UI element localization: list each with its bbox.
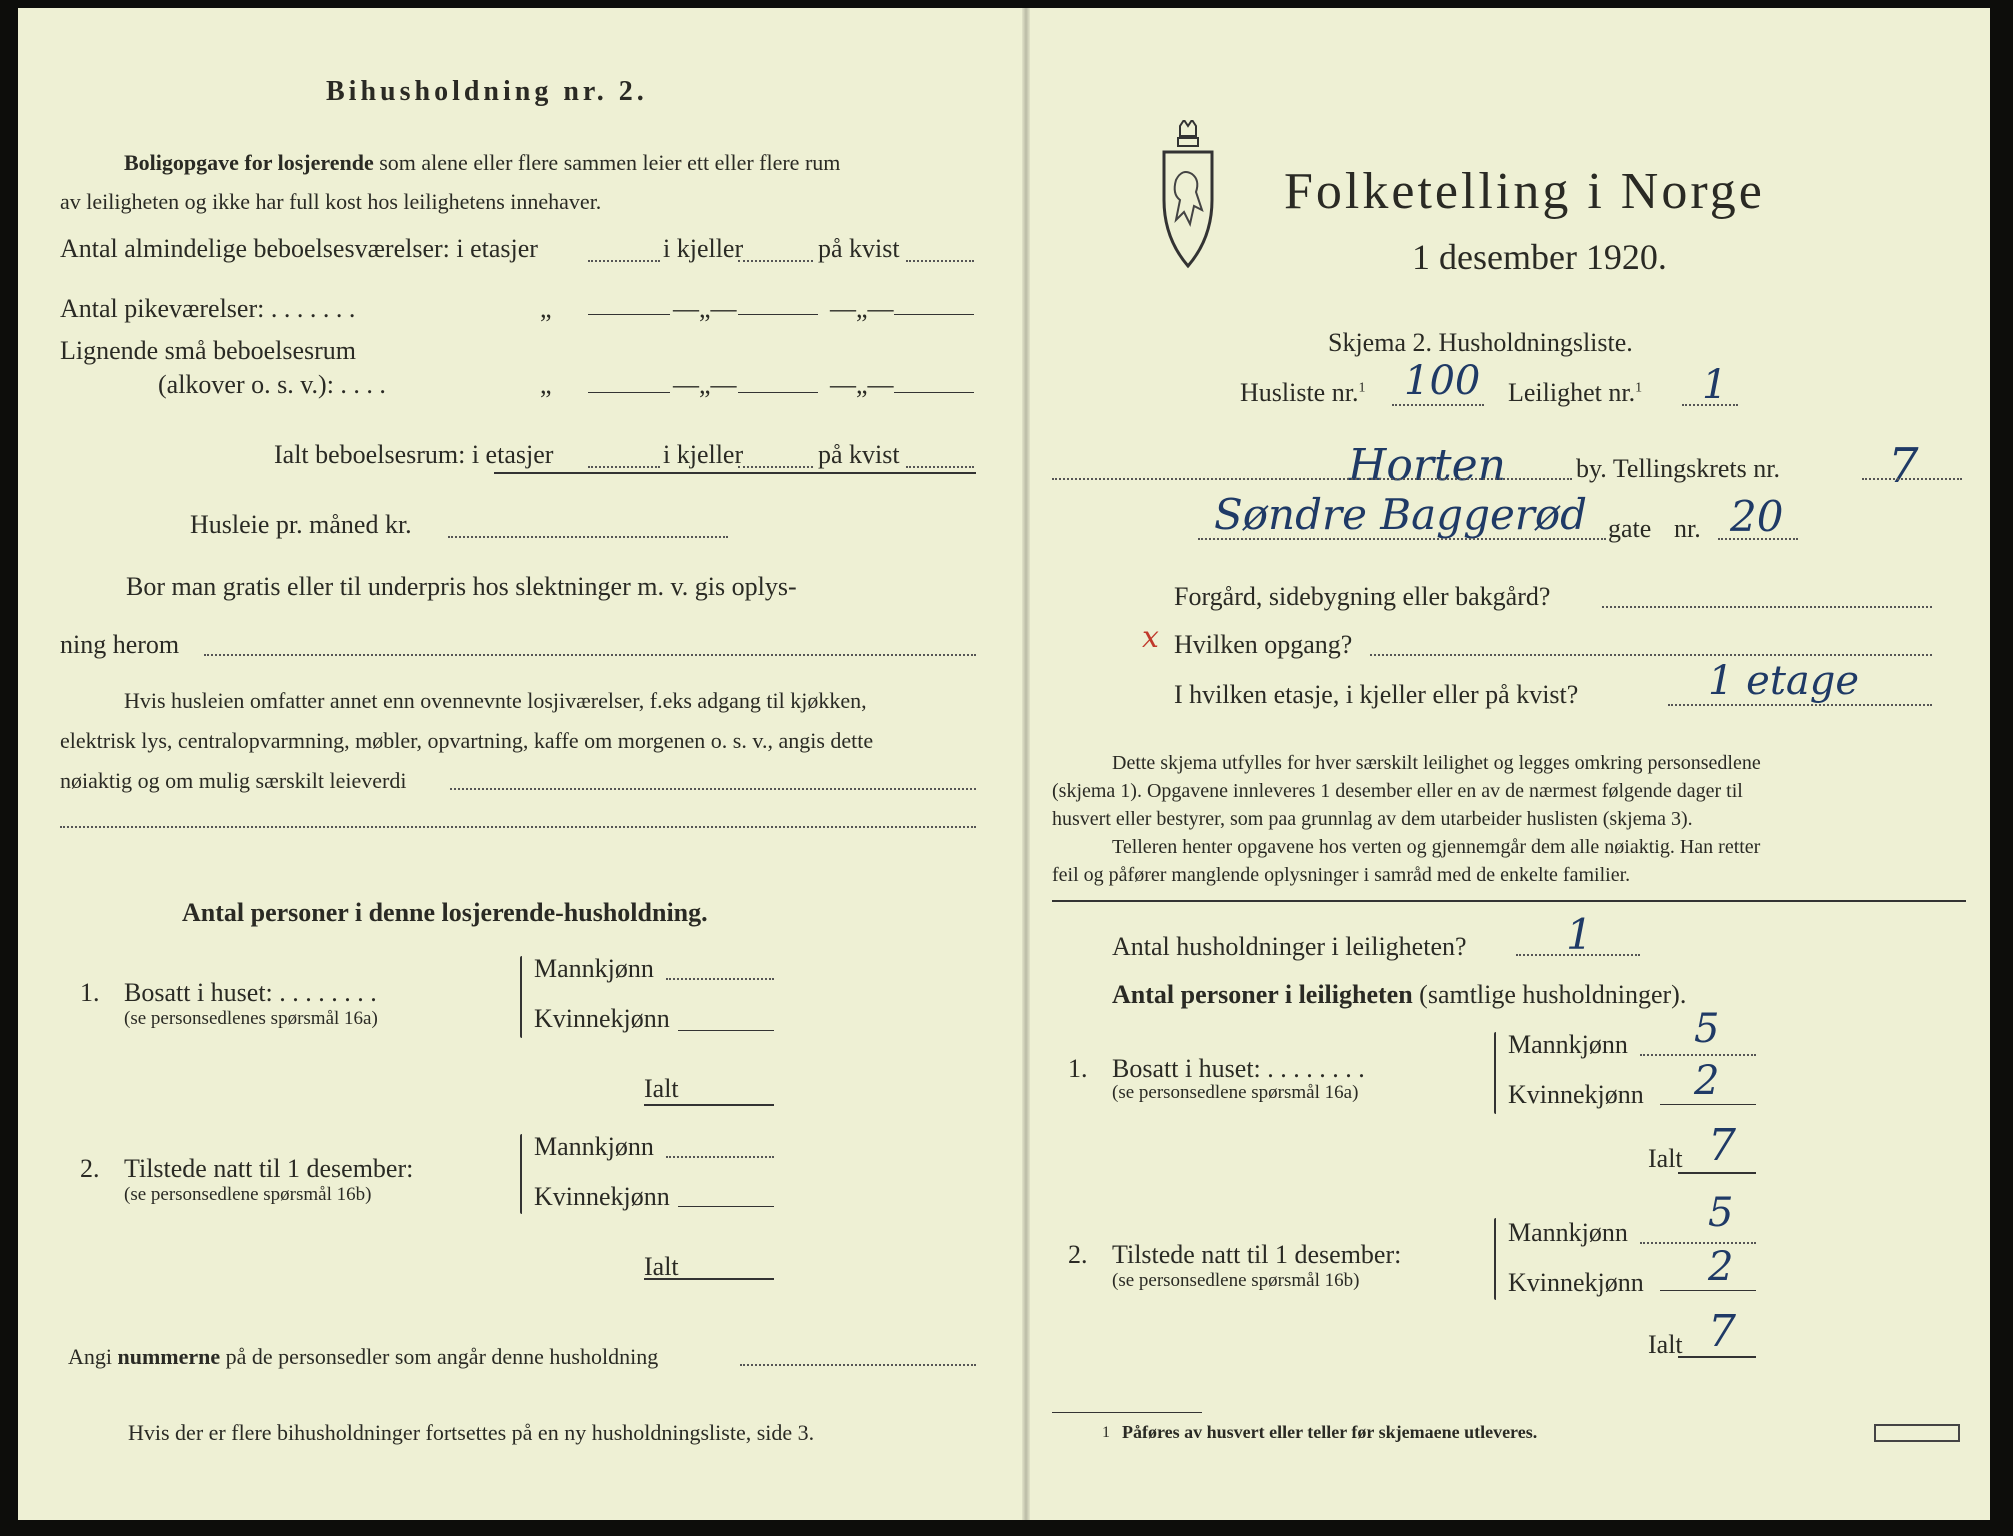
census-form-sheet: [18, 8, 1990, 1520]
antal-personer-rest: (samtlige husholdninger).: [1419, 980, 1687, 1009]
left-title: Bihusholdning nr. 2.: [326, 76, 648, 107]
left-q1-sub: (se personsedlenes spørsmål 16a): [124, 1008, 378, 1029]
left-q2-ialt-field[interactable]: [644, 1278, 774, 1280]
ning-herom-field[interactable]: [204, 654, 976, 656]
left-q2-label: Tilstede natt til 1 desember:: [124, 1154, 414, 1183]
lignende-ditto-3: —„—: [830, 370, 894, 399]
right-q1-kvinne-field: [1660, 1104, 1756, 1105]
i-kjeller-label: i kjeller: [663, 234, 744, 263]
left-q2-mann-field[interactable]: [666, 1156, 774, 1158]
left-q2-kvinne-label: Kvinnekjønn: [534, 1182, 670, 1211]
etasjer-field[interactable]: [588, 260, 660, 262]
right-date: 1 desember 1920.: [1412, 237, 1667, 277]
left-q1-mann-label: Mannkjønn: [534, 954, 654, 983]
forgard-label: Forgård, sidebygning eller bakgård?: [1174, 582, 1551, 611]
right-q1-ialt-label: Ialt: [1648, 1144, 1683, 1173]
left-q2-mann-label: Mannkjønn: [534, 1132, 654, 1161]
kvist-field[interactable]: [906, 260, 974, 262]
antal-alm-label: Antal almindelige beboelsesværelser: i etasjer: [60, 234, 538, 263]
pike-ditto-3: —„—: [830, 294, 894, 323]
footnote-text: Påføres av husvert eller teller før skjemaene utleveres.: [1122, 1422, 1538, 1442]
husliste-field: [1392, 404, 1484, 406]
right-q1-brace: [1494, 1032, 1496, 1114]
right-q2-ialt-label: Ialt: [1648, 1330, 1683, 1359]
husleie-field[interactable]: [448, 536, 728, 538]
ning-herom-label: ning herom: [60, 630, 180, 659]
instructions-line-1: Dette skjema utfylles for hver særskilt leilighet og legges omkring personsedlene: [1112, 752, 1761, 774]
angi-bold: nummerne: [117, 1344, 221, 1369]
left-q2-brace: [520, 1134, 522, 1214]
leilighet-footnote-mark: 1: [1635, 380, 1643, 396]
intro-bold: Boligopgave for losjerende: [124, 150, 374, 175]
kjeller-field[interactable]: [738, 260, 813, 262]
tellingskrets-field: [1862, 478, 1962, 480]
lignende-kjeller-field[interactable]: [738, 392, 818, 393]
right-q1-label: Bosatt i huset: . . . . . . . .: [1112, 1054, 1365, 1083]
right-q1-kvinne-value[interactable]: 2: [1694, 1058, 1720, 1104]
street-nr-label: nr.: [1674, 514, 1701, 543]
instructions-line-3: husvert eller bestyrer, som paa grunnlag av dem utarbeider huslisten (skjema 3).: [1052, 808, 1693, 830]
left-q2-ialt-label: Ialt: [644, 1252, 679, 1281]
right-q2-mann-label: Mannkjønn: [1508, 1218, 1628, 1247]
ialt-etasjer-field[interactable]: [588, 466, 660, 468]
right-q1-mann-field: [1640, 1054, 1756, 1056]
pike-ditto-1: „: [540, 294, 552, 323]
street-nr-field: [1718, 538, 1798, 540]
left-q2-kvinne-field[interactable]: [678, 1206, 774, 1207]
hvis-line-1: Hvis husleien omfatter annet enn ovennevnte losjiværelser, f.eks adgang til kjøkken,: [124, 688, 867, 713]
instructions-line-4: Telleren henter opgavene hos verten og gjennemgår dem alle nøiaktig. Han retter: [1112, 836, 1761, 858]
leilighet-label: [1508, 378, 1642, 408]
lignende-ditto-1: „: [540, 370, 552, 399]
pike-kvist-field[interactable]: [894, 314, 974, 315]
antal-personer-line: [1112, 980, 1686, 1010]
pike-etasjer-field[interactable]: [588, 314, 670, 315]
right-q2-mann-field: [1640, 1242, 1756, 1244]
tellingskrets-value[interactable]: 7: [1888, 438, 1919, 494]
leieverdi-field[interactable]: [450, 788, 976, 790]
leieverdi-field-2[interactable]: [60, 826, 976, 828]
lignende-ditto-2: —„—: [673, 370, 737, 399]
right-title: Folketelling i Norge: [1284, 163, 1765, 220]
right-q2-kvinne-value[interactable]: 2: [1708, 1244, 1734, 1290]
paa-kvist-label: på kvist: [818, 234, 900, 263]
bor-man-text: Bor man gratis eller til underpris hos slektninger m. v. gis oplys-: [126, 572, 797, 601]
right-q1-mann-label: Mannkjønn: [1508, 1030, 1628, 1059]
right-q2-kvinne-field: [1660, 1290, 1756, 1291]
page-fold: [1022, 8, 1030, 1520]
forgard-field[interactable]: [1602, 606, 1932, 608]
etasje-field: [1668, 704, 1932, 706]
lignende-kvist-field[interactable]: [894, 392, 974, 393]
pike-ditto-2: —„—: [673, 294, 737, 323]
antal-husholdninger-label: Antal husholdninger i leiligheten?: [1112, 932, 1467, 961]
left-q1-kvinne-field[interactable]: [678, 1030, 774, 1031]
city-value[interactable]: Horten: [1348, 440, 1506, 491]
left-q1-kvinne-label: Kvinnekjønn: [534, 1004, 670, 1033]
leilighet-text: Leilighet nr.: [1508, 378, 1636, 407]
left-q1-label: Bosatt i huset: . . . . . . . .: [124, 978, 377, 1007]
antal-personer-bold: Antal personer i leiligheten: [1112, 980, 1413, 1009]
right-q1-mann-value[interactable]: 5: [1694, 1006, 1720, 1052]
intro-line-1: [124, 150, 840, 176]
angi-field[interactable]: [740, 1364, 976, 1366]
opgang-label: Hvilken opgang?: [1174, 630, 1353, 659]
husleie-label: Husleie pr. måned kr.: [190, 510, 412, 539]
ialt-kvist-field[interactable]: [906, 466, 974, 468]
etasje-label: I hvilken etasje, i kjeller eller på kvist?: [1174, 680, 1579, 709]
by-tellingskrets-label: by. Tellingskrets nr.: [1576, 454, 1781, 483]
right-q2-brace: [1494, 1218, 1496, 1300]
antal-husholdninger-value[interactable]: 1: [1566, 910, 1593, 959]
ialt-beboelse-label: Ialt beboelsesrum: i etasjer: [274, 440, 554, 469]
etasje-value[interactable]: 1 etage: [1708, 658, 1860, 704]
instructions-line-5: feil og påfører manglende oplysninger i samråd med de enkelte familier.: [1052, 864, 1631, 886]
right-q1-ialt-field: [1678, 1172, 1756, 1174]
opgang-field[interactable]: [1370, 654, 1932, 656]
leilighet-value[interactable]: 1: [1702, 362, 1728, 408]
lignende-etasjer-field[interactable]: [588, 392, 670, 393]
right-q2-sub: (se personsedlene spørsmål 16b): [1112, 1270, 1360, 1291]
gate-label: gate: [1608, 514, 1652, 543]
husliste-footnote-mark: 1: [1358, 380, 1366, 396]
left-q1-num: 1.: [80, 978, 100, 1007]
right-q2-num: 2.: [1068, 1240, 1088, 1269]
left-q2-sub: (se personsedlene spørsmål 16b): [124, 1184, 372, 1205]
intro-line-2: av leiligheten og ikke har full kost hos leilighetens innehaver.: [60, 189, 602, 214]
hvis-line-3: nøiaktig og om mulig særskilt leieverdi: [60, 768, 407, 793]
right-q1-kvinne-label: Kvinnekjønn: [1508, 1080, 1644, 1109]
angi-rest: på de personsedler som angår denne husholdning: [225, 1344, 659, 1369]
printer-stamp: [1874, 1424, 1960, 1442]
left-q1-brace: [520, 956, 522, 1038]
right-divider: [1052, 900, 1966, 902]
city-field: [1052, 478, 1572, 480]
husliste-label: [1240, 378, 1365, 408]
left-q2-num: 2.: [80, 1154, 100, 1183]
husliste-text: Husliste nr.: [1240, 378, 1359, 407]
right-q2-kvinne-label: Kvinnekjønn: [1508, 1268, 1644, 1297]
left-antal-personer-heading: Antal personer i denne losjerende-husholdning.: [182, 898, 708, 927]
right-q2-ialt-value[interactable]: 7: [1708, 1306, 1736, 1357]
street-field: [1198, 538, 1606, 540]
leilighet-field: [1682, 404, 1738, 406]
right-q1-ialt-value[interactable]: 7: [1708, 1120, 1736, 1171]
ialt-i-kjeller-label: i kjeller: [663, 440, 744, 469]
antal-husholdninger-field: [1516, 954, 1640, 956]
instructions-line-2: (skjema 1). Opgavene innleveres 1 desember eller en av de nærmest følgende dager til: [1052, 780, 1743, 802]
pike-kjeller-field[interactable]: [738, 314, 818, 315]
skjema-label: Skjema 2. Husholdningsliste.: [1328, 328, 1633, 357]
street-value[interactable]: Søndre Baggerød: [1214, 490, 1588, 539]
right-q2-mann-value[interactable]: 5: [1708, 1190, 1734, 1236]
left-q1-ialt-field[interactable]: [644, 1104, 774, 1106]
ialt-rule: [494, 472, 976, 474]
hvis-line-2: elektrisk lys, centralopvarmning, møbler, opvartning, kaffe om morgenen o. s. v., angis dette: [60, 728, 874, 753]
footnote-number: 1: [1102, 1424, 1110, 1441]
left-q1-mann-field[interactable]: [666, 978, 774, 980]
opgang-red-mark: x: [1142, 620, 1159, 655]
lignende-label-2: (alkover o. s. v.): . . . .: [158, 370, 386, 399]
left-footer: Hvis der er flere bihusholdninger fortsettes på en ny husholdningsliste, side 3.: [128, 1420, 815, 1445]
right-q2-label: Tilstede natt til 1 desember:: [1112, 1240, 1402, 1269]
ialt-paa-kvist-label: på kvist: [818, 440, 900, 469]
angi-line: [68, 1344, 658, 1370]
lignende-label-1: Lignende små beboelsesrum: [60, 336, 357, 365]
ialt-kjeller-field[interactable]: [738, 466, 813, 468]
norway-coat-of-arms-icon: [1158, 120, 1218, 270]
pike-label: Antal pikeværelser: . . . . . . .: [60, 294, 356, 323]
right-q1-sub: (se personsedlene spørsmål 16a): [1112, 1082, 1359, 1103]
angi-pre: Angi: [68, 1344, 112, 1369]
footnote-rule: [1052, 1412, 1202, 1413]
right-q2-ialt-field: [1678, 1356, 1756, 1358]
left-q1-ialt-label: Ialt: [644, 1074, 679, 1103]
intro-rest: som alene eller flere sammen leier ett eller flere rum: [379, 150, 841, 175]
husliste-value[interactable]: 100: [1404, 358, 1481, 404]
street-nr-value[interactable]: 20: [1730, 492, 1784, 541]
right-q1-num: 1.: [1068, 1054, 1088, 1083]
